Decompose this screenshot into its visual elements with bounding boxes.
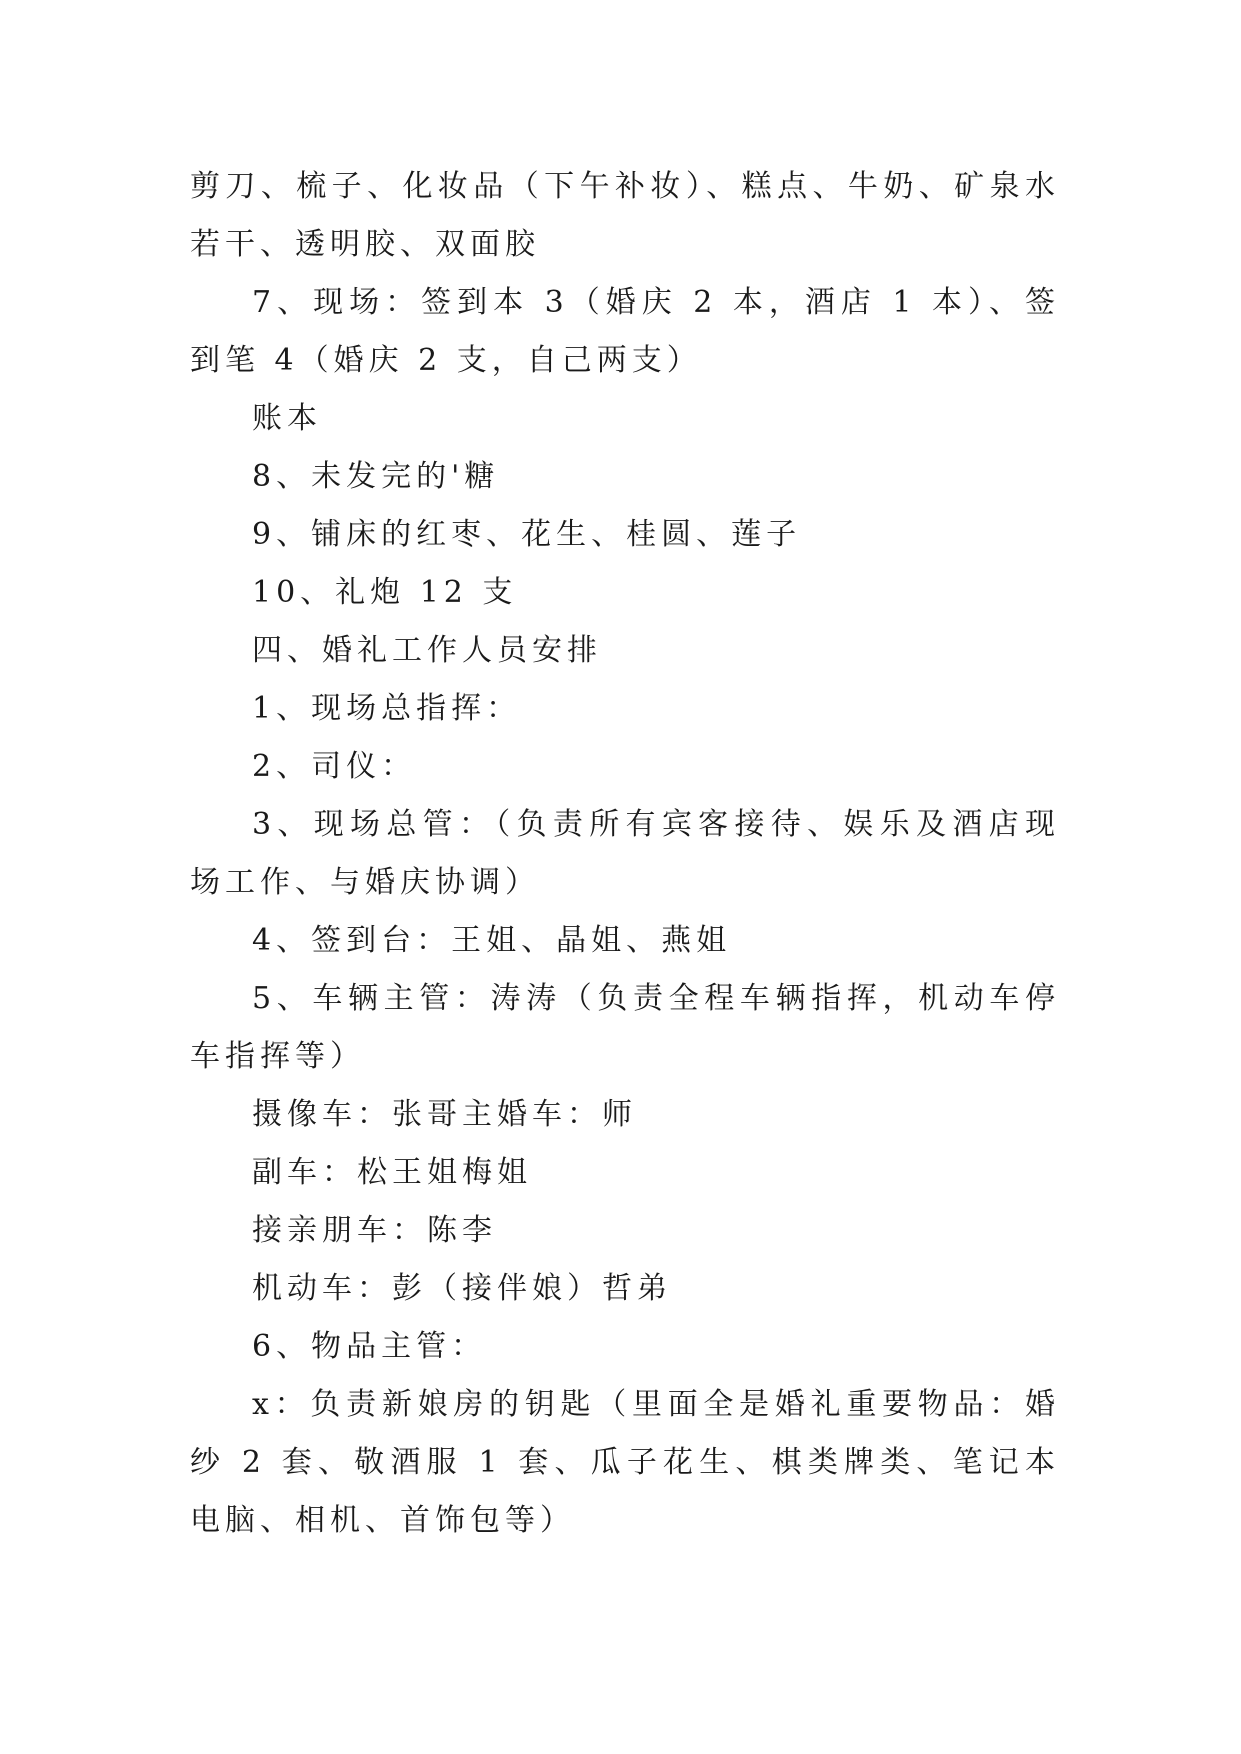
paragraph-staff-5-vehicles: 5、车辆主管：涛涛（负责全程车辆指挥，机动车停车指挥等）	[190, 981, 1060, 1074]
paragraph-staff-1-commander: 1、现场总指挥：	[252, 691, 522, 726]
paragraph-vehicle-secondary: 副车：松王姐梅姐	[252, 1155, 532, 1190]
paragraph-item-7-venue: 7、现场：签到本 3（婚庆 2 本，酒店 1 本）、签到笔 4（婚庆 2 支，自己两支）	[190, 285, 1060, 378]
paragraph-vehicle-mobile: 机动车：彭（接伴娘）哲弟	[252, 1271, 672, 1306]
paragraph-staff-4-signin: 4、签到台：王姐、晶姐、燕姐	[252, 923, 732, 958]
paragraph-item-9-bed-items: 9、铺床的红枣、花生、桂圆、莲子	[252, 517, 802, 552]
paragraph-supplies-list: 剪刀、梳子、化妆品（下午补妆）、糕点、牛奶、矿泉水若干、透明胶、双面胶	[190, 169, 1060, 262]
document-body	[190, 158, 1060, 1550]
paragraph-ledger: 账本	[252, 401, 322, 436]
paragraph-item-8-candy: 8、未发完的'糖	[252, 459, 500, 494]
paragraph-staff-3-manager: 3、现场总管：（负责所有宾客接待、娱乐及酒店现场工作、与婚庆协调）	[190, 807, 1060, 900]
paragraph-vehicle-camera: 摄像车：张哥主婚车：师	[252, 1097, 637, 1132]
paragraph-vehicle-pickup: 接亲朋车：陈李	[252, 1213, 497, 1248]
section-heading-staff: 四、婚礼工作人员安排	[252, 633, 602, 668]
paragraph-bride-room-key: x：负责新娘房的钥匙（里面全是婚礼重要物品：婚纱 2 套、敬酒服 1 套、瓜子花生、棋类牌类、笔记本电脑、相机、首饰包等）	[190, 1387, 1060, 1538]
paragraph-staff-2-emcee: 2、司仪：	[252, 749, 417, 784]
paragraph-item-10-salute: 10、礼炮 12 支	[252, 575, 518, 610]
paragraph-staff-6-items: 6、物品主管：	[252, 1329, 487, 1364]
